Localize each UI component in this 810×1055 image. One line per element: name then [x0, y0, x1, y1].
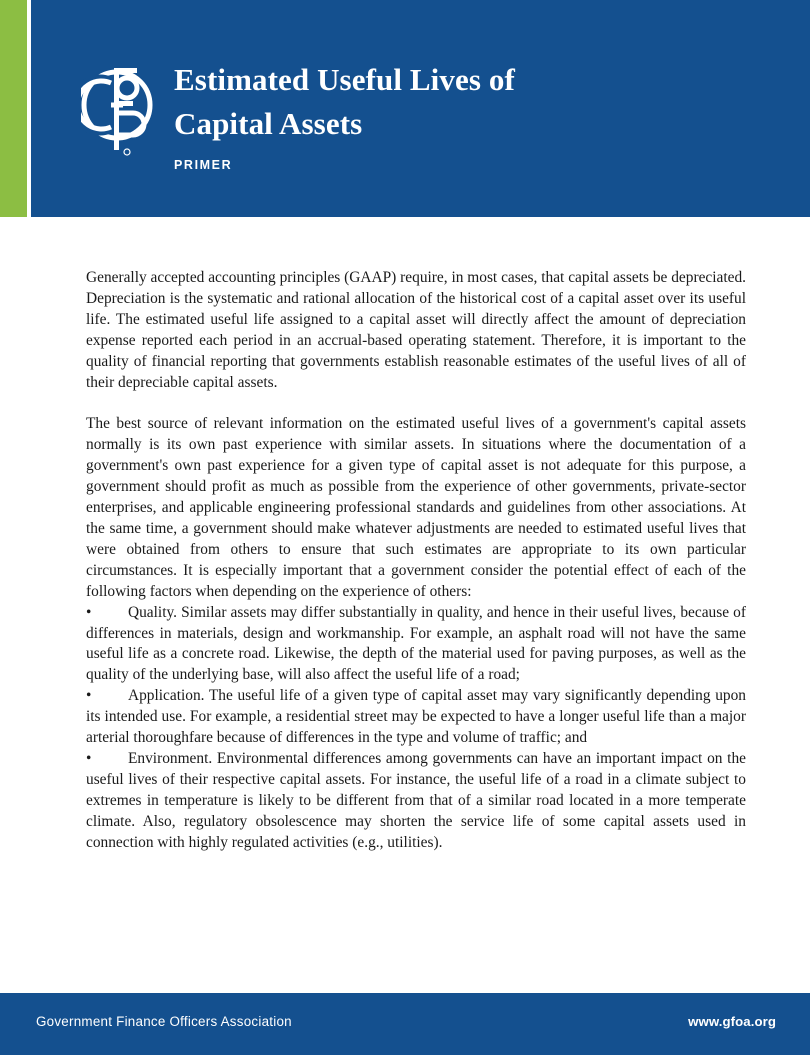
- footer-organization-name: Government Finance Officers Association: [36, 1014, 292, 1029]
- paragraph-sources: The best source of relevant information on the estimated useful lives of a government's capital assets normally is its own past experience with similar assets. In situations where the documentation of a government's own past experience for a given type of capital asset is not adequate for this purpose, a government should profit as much as possible from the experience of other governments, private-sector enterprises, and applicable engineering professional standards and guidelines from other associations. At the same time, a government should make whatever adjustments are needed to estimated useful lives that were obtained from others to ensure that such estimates are appropriate to its own particular circumstances. It is especially important that a government consider the potential effect of each of the following factors when depending on the experience of others:: [86, 415, 746, 600]
- page-title-line-1: Estimated Useful Lives of: [174, 62, 515, 97]
- bullet-item-quality-text: Quality. Similar assets may differ substantially in quality, and hence in their useful lives, because of differences in materials, design and workmanship. For example, an asphalt road will not have the same useful life as a concrete road. Likewise, the depth of the material used for paving purposes, as well as the quality of the underlying base, will also affect the useful life of a road;: [86, 603, 746, 684]
- document-type-label: PRIMER: [174, 158, 233, 172]
- gfoa-logo-icon: [81, 55, 153, 160]
- document-header: [0, 0, 810, 217]
- bullet-marker-icon: •: [86, 687, 92, 705]
- title-block: [174, 58, 754, 172]
- document-footer: [0, 993, 810, 1055]
- document-body: [86, 268, 746, 853]
- bullet-marker-icon: •: [86, 749, 92, 767]
- bullet-item-application: [86, 686, 746, 749]
- footer-website-link[interactable]: www.gfoa.org: [688, 1014, 776, 1029]
- header-blue-band: [31, 0, 810, 217]
- bullet-item-quality: [86, 603, 746, 687]
- bullet-item-application-text: Application. The useful life of a given type of capital asset may vary significantly depending upon its intended use. For example, a residential street may be expected to have a longer useful life than a major arterial thoroughfare because of differences in the type and volume of traffic; and: [86, 687, 746, 747]
- bullet-item-environment: [86, 749, 746, 854]
- paragraph-intro: Generally accepted accounting principles (GAAP) require, in most cases, that capital assets be depreciated. Depreciation is the systematic and rational allocation of the historical cost of a capital asset over its useful life. The estimated useful life assigned to a capital asset will directly affect the amount of depreciation expense reported each period in an accrual-based operating statement. Therefore, it is important to the quality of financial reporting that governments establish reasonable estimates of the useful lives of all of their depreciable capital assets.: [86, 269, 746, 391]
- bullet-item-environment-text: Environment. Environmental differences among governments can have an important impact on the useful lives of their respective capital assets. For instance, the useful life of a road in a climate subject to extremes in temperature is likely to be different from that of a similar road located in a more temperate climate. Also, regulatory obsolescence may shorten the service life of some capital assets used in connection with highly regulated activities (e.g., utilities).: [86, 749, 746, 851]
- green-accent-bar: [0, 0, 27, 217]
- page-title: [174, 58, 754, 146]
- bullet-marker-icon: •: [86, 603, 92, 621]
- page-title-line-2: Capital Assets: [174, 106, 363, 141]
